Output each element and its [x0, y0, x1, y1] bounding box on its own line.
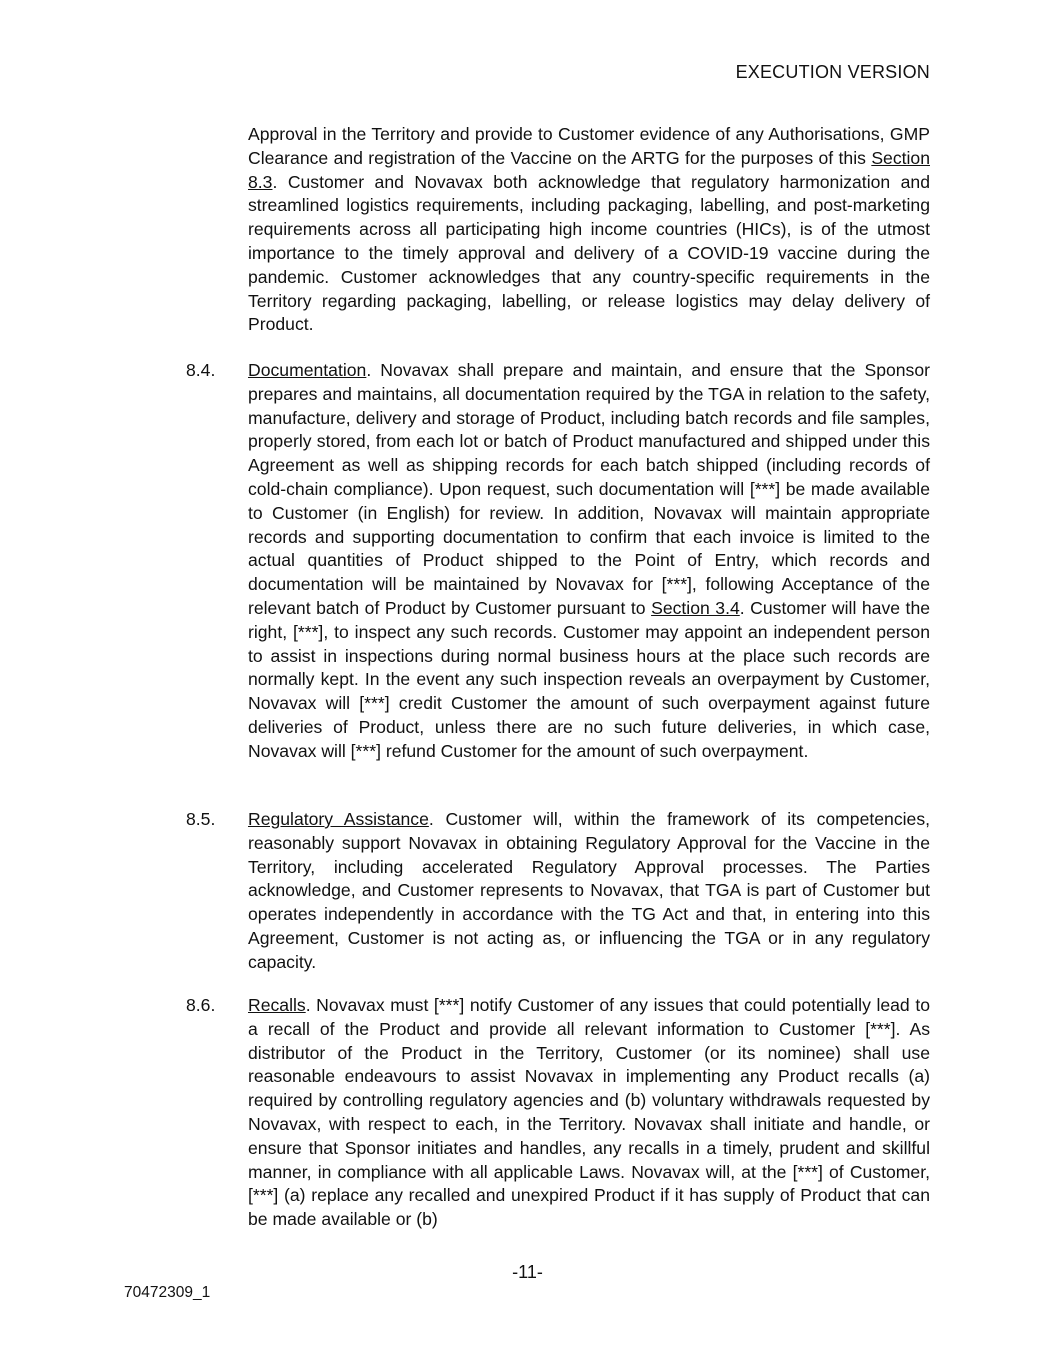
document-id: 70472309_1 [124, 1284, 211, 1301]
section-number-8-5: 8.5. [186, 809, 216, 829]
section-8-3-reference: Section 8.3 [248, 147, 930, 192]
section-8-6-text: . Novavax must [***] notify Customer of any issues that could potentially lead to a recall of the Product and provide all relevant information to Customer [***]. As distributor of the Product in the Territory, Customer (or its nominee) shall use reasonable endeavours to assist Novavax in implementing any Product recalls (a) required by controlling regulatory agencies and (b) voluntary withdrawals requested by Novavax, with respect to each, in the Territory. Novavax shall initiate and handle, or ensure that Sponsor initiates and handles, any recalls in a timely, prudent and skillful manner, in compliance with all applicable Laws. Novavax will, at the [***] of Customer, [***] (a) replace any recalled and unexpired Product if it has supply of Product that can be made available or (b) [248, 995, 930, 1230]
section-8-4-text-2: . Customer will have the right, [***], to inspect any such records. Customer may appoint an independent person to assist in inspections during normal business hours at the place such records are normally kept. In the event any such inspection reveals an overpayment by Customer, Novavax will [***] credit Customer the amount of such overpayment against future deliveries of Product, unless there are no such future deliveries, in which case, Novavax will [***] refund Customer for the amount of such overpayment. [248, 597, 931, 761]
section-number-8-6: 8.6. [186, 995, 216, 1015]
section-8-6-paragraph [248, 994, 930, 1232]
section-3-4-reference: Section 3.4 [651, 597, 740, 618]
section-heading-documentation: Documentation [248, 360, 367, 380]
continuation-text-1: Approval in the Territory and provide to Customer evidence of any Authorisations, GMP Clearance and registration of the Vaccine on the ARTG for the purposes of this [248, 124, 930, 168]
section-8-5-paragraph [248, 808, 930, 975]
continuation-text-2: . Customer and Novavax both acknowledge that regulatory harmonization and streamlined logistics requirements, including packaging, labelling, and post-marketing requirements across all participating high income countries (HICs), is of the utmost importance to the timely approval and delivery of a COVID-19 vaccine during the pandemic. Customer acknowledges that any country-specific requirements in the Territory regarding packaging, labelling, or release logistics may delay delivery of Product. [248, 171, 930, 335]
execution-version-header: EXECUTION VERSION [735, 62, 930, 82]
section-8-4-text-1: . Novavax shall prepare and maintain, and ensure that the Sponsor prepares and maintains, all documentation required by the TGA in relation to the safety, manufacture, delivery and storage of Product, including batch records and file samples, properly stored, from each lot or batch of Product manufactured and shipped under this Agreement as well as shipping records for each batch shipped (including records of cold-chain compliance). Upon request, such documentation will [***] be made available to Customer (in English) for review. In addition, Novavax will maintain appropriate records and supporting documentation to confirm that each invoice is limited to the actual quantities of Product shipped to the Point of Entry, which records and documentation will be maintained by Novavax for [***], following Acceptance of the relevant batch of Product by Customer pursuant to [248, 360, 930, 618]
section-number-8-4: 8.4. [186, 360, 216, 380]
continuation-paragraph [248, 123, 930, 337]
section-8-4-paragraph [248, 359, 930, 764]
page-number: -11- [512, 1262, 543, 1282]
section-heading-recalls: Recalls [248, 995, 306, 1015]
section-8-5-text: . Customer will, within the framework of its competencies, reasonably support Novavax in obtaining Regulatory Approval for the Vaccine in the Territory, including accelerated Regulatory Approval processes. The Parties acknowledge, and Customer represents to Novavax, that TGA is part of Customer but operates independently in accordance with the TG Act and that, in entering into this Agreement, Customer is not acting as, or influencing the TGA or in any regulatory capacity. [248, 809, 931, 972]
section-heading-regulatory-assistance: Regulatory Assistance [248, 809, 429, 829]
